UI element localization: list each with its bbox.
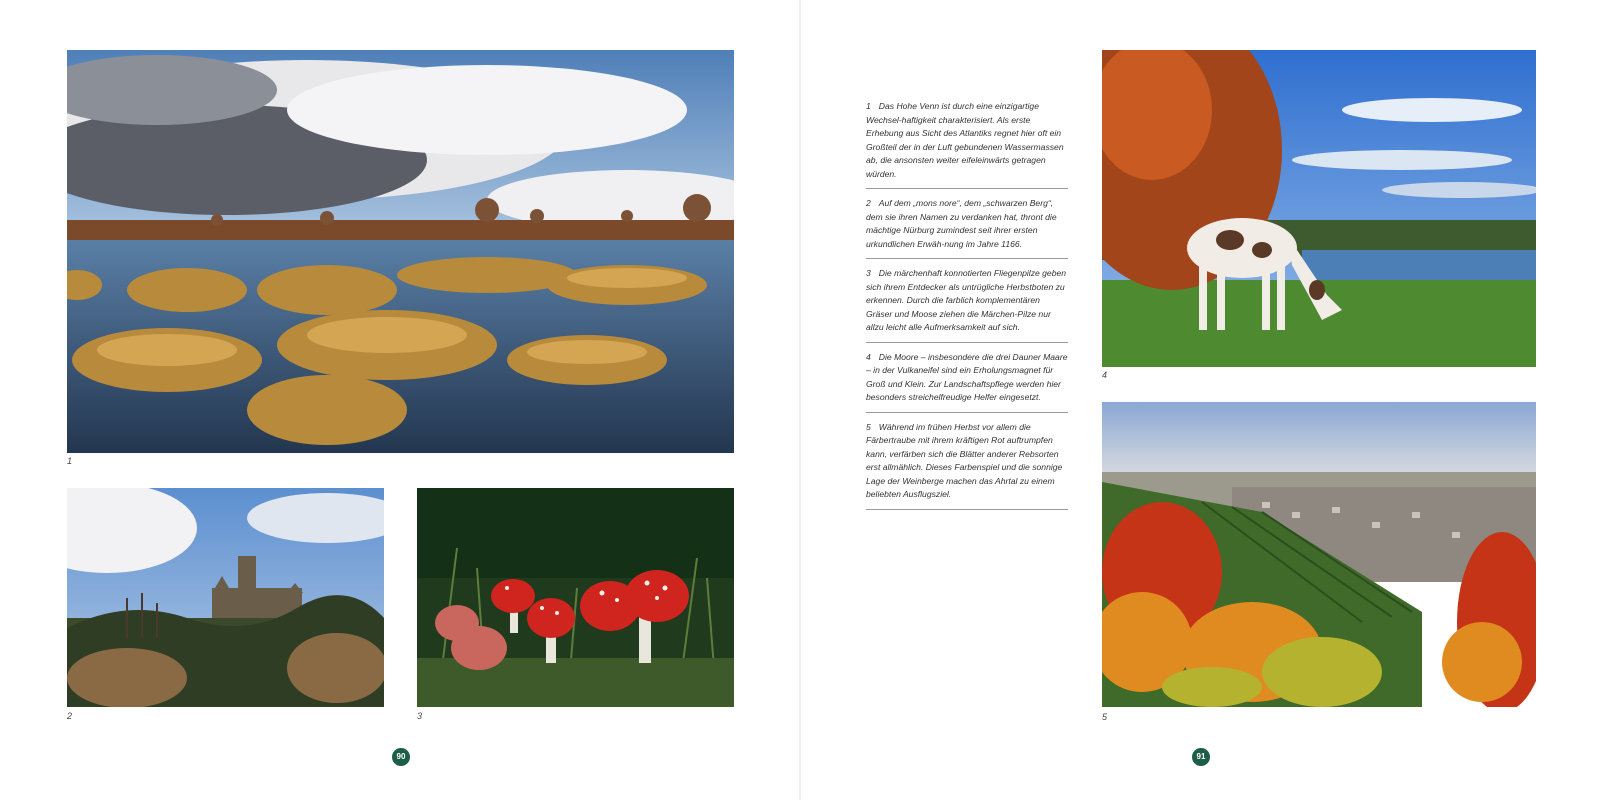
- caption-number: 3: [866, 268, 871, 278]
- caption-number: 1: [866, 101, 871, 111]
- gutter: [799, 0, 801, 800]
- caption-entry-4: [866, 351, 1068, 413]
- photo-number-1: 1: [67, 456, 73, 466]
- photo-donkey: [1102, 50, 1536, 367]
- page-number-right: 91: [1192, 748, 1210, 766]
- caption-text: Auf dem „mons nore“, dem „schwarzen Berg“, dem sie ihren Namen zu verdanken hat, thront die mächtige Nürburg zumindest seit ihrer ersten urkundlichen Erwäh-nung im Jahre 1166.: [866, 198, 1057, 249]
- caption-entry-3: [866, 267, 1068, 343]
- photo-mushrooms: [417, 488, 734, 707]
- caption-column: [866, 100, 1068, 518]
- caption-entry-5: [866, 421, 1068, 510]
- photo-number-2: 2: [67, 711, 73, 721]
- photo-number-4: 4: [1102, 370, 1108, 380]
- photo-vineyard: [1102, 402, 1536, 707]
- caption-text: Das Hohe Venn ist durch eine einzigartige Wechsel-haftigkeit charakterisiert. Als erste Erhebung aus Sicht des Atlantiks regnet hier oft ein Großteil der in der Luft gebundenen Wassermassen ab, die ansonsten weiter eifeleinwärts getragen würden.: [866, 101, 1064, 179]
- photo-castle: [67, 488, 384, 707]
- page-number-left: 90: [392, 748, 410, 766]
- caption-text: Während im frühen Herbst vor allem die Färbertraube mit ihrem kräftigen Rot auftrumpfen kann, verfärben sich die Blätter anderer Rebsorten erst allmählich. Dieses Farbenspiel und die sonnige Lage der Weinberge machen das Ahrtal zu einem beliebten Ausflugsziel.: [866, 421, 1063, 499]
- caption-entry-1: [866, 100, 1068, 189]
- photo-moor: [67, 50, 734, 453]
- photo-number-5: 5: [1102, 712, 1108, 722]
- caption-entry-2: [866, 197, 1068, 259]
- photo-number-3: 3: [417, 711, 423, 721]
- caption-number: 2: [866, 198, 871, 208]
- caption-text: Die Moore – insbesondere die drei Dauner Maare – in der Vulkaneifel sind ein Erholungsmagnet für Groß und Klein. Zur Landschaftspflege werden hier besonders streichelfreudige Helfer eingesetzt.: [866, 351, 1068, 402]
- caption-number: 5: [866, 421, 871, 432]
- caption-text: Die märchenhaft konnotierten Fliegenpilze geben sich ihrem Entdecker als untrügliche Herbstboten zu erkennen. Durch die farblich komplementären Gräser und Moose ziehen die Märchen-Pilze nur allzu leicht alle Aufmerksamkeit auf sich.: [866, 268, 1067, 332]
- caption-number: 4: [866, 351, 871, 362]
